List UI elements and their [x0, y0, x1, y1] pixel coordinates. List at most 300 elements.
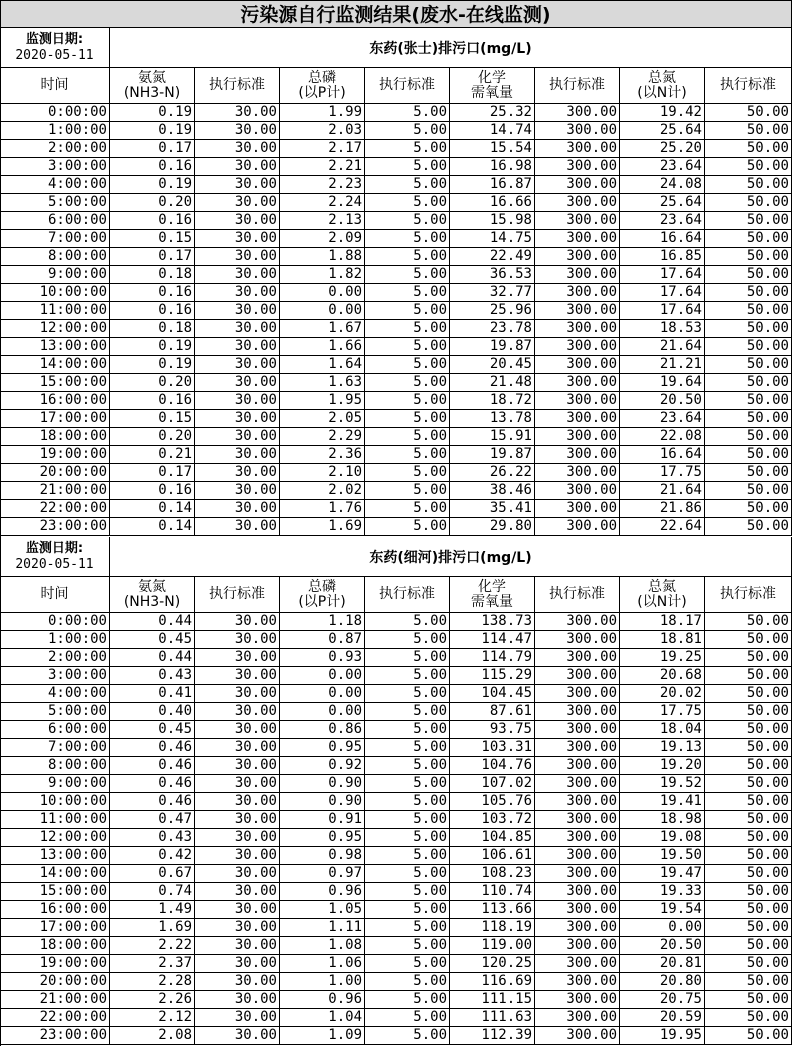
table-cell-cod: 105.76	[450, 793, 535, 811]
table-cell-cod: 111.63	[450, 1009, 535, 1027]
table-cell-cod: 104.45	[450, 685, 535, 703]
table-cell-nitrogen-standard: 50.00	[705, 248, 792, 266]
table-cell-phosphorus-standard: 5.00	[365, 356, 450, 374]
table-cell-time: 18:00:00	[0, 937, 110, 955]
table-cell-phosphorus-standard: 5.00	[365, 649, 450, 667]
table-cell-ammonia-nitrogen: 0.16	[110, 482, 195, 500]
header-line: (以P计)	[298, 593, 346, 610]
table-cell-cod-standard: 300.00	[535, 482, 620, 500]
table-cell-nitrogen-standard: 50.00	[705, 266, 792, 284]
table-cell-nitrogen-standard: 50.00	[705, 446, 792, 464]
table-cell-total-nitrogen: 20.80	[620, 973, 705, 991]
table-cell-cod: 120.25	[450, 955, 535, 973]
table-cell-time: 16:00:00	[0, 392, 110, 410]
table-cell-ammonia-nitrogen: 0.20	[110, 428, 195, 446]
table-cell-total-phosphorus: 0.00	[280, 667, 365, 685]
table-cell-nitrogen-standard: 50.00	[705, 230, 792, 248]
table-cell-phosphorus-standard: 5.00	[365, 811, 450, 829]
table-cell-time: 22:00:00	[0, 1009, 110, 1027]
table-cell-total-phosphorus: 0.00	[280, 685, 365, 703]
table-cell-ammonia-standard: 30.00	[195, 703, 280, 721]
header-line: 执行标准	[209, 586, 265, 602]
table-cell-cod-standard: 300.00	[535, 248, 620, 266]
header-line: 执行标准	[379, 77, 435, 93]
table-cell-ammonia-nitrogen: 0.17	[110, 140, 195, 158]
table-cell-total-nitrogen: 17.75	[620, 464, 705, 482]
table-cell-total-nitrogen: 19.13	[620, 739, 705, 757]
table-cell-ammonia-nitrogen: 0.44	[110, 613, 195, 631]
table-cell-total-phosphorus: 1.08	[280, 937, 365, 955]
table-cell-cod-standard: 300.00	[535, 991, 620, 1009]
table-cell-cod-standard: 300.00	[535, 374, 620, 392]
table-cell-total-phosphorus: 0.87	[280, 631, 365, 649]
table-cell-total-nitrogen: 19.95	[620, 1027, 705, 1045]
column-header-nitrogen-standard	[705, 577, 792, 613]
header-line: 执行标准	[549, 586, 605, 602]
date-label: 监测日期:	[25, 540, 84, 556]
table-cell-total-phosphorus: 0.00	[280, 284, 365, 302]
column-header-phosphorus-standard	[365, 68, 450, 104]
table-cell-cod: 114.47	[450, 631, 535, 649]
table-cell-total-nitrogen: 19.25	[620, 649, 705, 667]
table-cell-phosphorus-standard: 5.00	[365, 703, 450, 721]
table-cell-ammonia-nitrogen: 0.15	[110, 410, 195, 428]
table-cell-cod-standard: 300.00	[535, 973, 620, 991]
table-cell-ammonia-nitrogen: 0.16	[110, 158, 195, 176]
header-line: 化学	[478, 578, 506, 595]
table-cell-nitrogen-standard: 50.00	[705, 122, 792, 140]
table-cell-cod: 119.00	[450, 937, 535, 955]
table-cell-time: 8:00:00	[0, 248, 110, 266]
table-cell-nitrogen-standard: 50.00	[705, 883, 792, 901]
table-cell-total-nitrogen: 20.81	[620, 955, 705, 973]
table-cell-phosphorus-standard: 5.00	[365, 793, 450, 811]
table-cell-cod: 15.54	[450, 140, 535, 158]
table-cell-phosphorus-standard: 5.00	[365, 631, 450, 649]
header-line: 需氧量	[471, 593, 513, 610]
header-line: (以N计)	[637, 593, 687, 610]
table-cell-phosphorus-standard: 5.00	[365, 266, 450, 284]
table-cell-total-phosphorus: 1.11	[280, 919, 365, 937]
table-cell-total-phosphorus: 0.98	[280, 847, 365, 865]
table-cell-nitrogen-standard: 50.00	[705, 410, 792, 428]
table-cell-total-phosphorus: 2.23	[280, 176, 365, 194]
table-cell-time: 11:00:00	[0, 302, 110, 320]
table-cell-ammonia-standard: 30.00	[195, 500, 280, 518]
table-cell-ammonia-standard: 30.00	[195, 446, 280, 464]
table-cell-nitrogen-standard: 50.00	[705, 374, 792, 392]
table-cell-ammonia-standard: 30.00	[195, 374, 280, 392]
table-cell-nitrogen-standard: 50.00	[705, 320, 792, 338]
column-header-cod	[450, 577, 535, 613]
table-cell-time: 10:00:00	[0, 284, 110, 302]
table-cell-ammonia-standard: 30.00	[195, 338, 280, 356]
table-cell-phosphorus-standard: 5.00	[365, 973, 450, 991]
table-cell-nitrogen-standard: 50.00	[705, 104, 792, 122]
table-cell-ammonia-nitrogen: 0.43	[110, 667, 195, 685]
table-cell-phosphorus-standard: 5.00	[365, 428, 450, 446]
table-cell-cod-standard: 300.00	[535, 518, 620, 536]
table-cell-ammonia-nitrogen: 0.47	[110, 811, 195, 829]
table-cell-total-phosphorus: 0.93	[280, 649, 365, 667]
table-cell-nitrogen-standard: 50.00	[705, 649, 792, 667]
table-cell-phosphorus-standard: 5.00	[365, 667, 450, 685]
table-cell-phosphorus-standard: 5.00	[365, 410, 450, 428]
table-cell-total-phosphorus: 2.13	[280, 212, 365, 230]
header-line: 执行标准	[720, 77, 776, 93]
table-cell-ammonia-nitrogen: 0.67	[110, 865, 195, 883]
table-cell-time: 12:00:00	[0, 320, 110, 338]
table-cell-cod-standard: 300.00	[535, 1009, 620, 1027]
table-cell-ammonia-nitrogen: 0.19	[110, 122, 195, 140]
table-cell-total-nitrogen: 25.64	[620, 194, 705, 212]
table-cell-total-phosphorus: 1.82	[280, 266, 365, 284]
table-cell-ammonia-nitrogen: 2.37	[110, 955, 195, 973]
table-cell-nitrogen-standard: 50.00	[705, 757, 792, 775]
table-cell-ammonia-standard: 30.00	[195, 392, 280, 410]
table-cell-total-phosphorus: 1.04	[280, 1009, 365, 1027]
table-cell-total-nitrogen: 19.47	[620, 865, 705, 883]
table-cell-ammonia-standard: 30.00	[195, 829, 280, 847]
table-cell-time: 14:00:00	[0, 865, 110, 883]
table-cell-time: 13:00:00	[0, 338, 110, 356]
table-cell-total-phosphorus: 1.69	[280, 518, 365, 536]
table-cell-phosphorus-standard: 5.00	[365, 883, 450, 901]
table-cell-cod: 13.78	[450, 410, 535, 428]
table-cell-time: 1:00:00	[0, 122, 110, 140]
table-cell-time: 19:00:00	[0, 446, 110, 464]
table-cell-ammonia-standard: 30.00	[195, 284, 280, 302]
column-header-time	[0, 68, 110, 104]
table-cell-ammonia-nitrogen: 0.45	[110, 721, 195, 739]
table-cell-total-nitrogen: 20.02	[620, 685, 705, 703]
table-cell-total-nitrogen: 19.41	[620, 793, 705, 811]
table-cell-cod-standard: 300.00	[535, 428, 620, 446]
table-cell-total-phosphorus: 0.92	[280, 757, 365, 775]
table-cell-cod-standard: 300.00	[535, 793, 620, 811]
table-cell-nitrogen-standard: 50.00	[705, 500, 792, 518]
table-cell-phosphorus-standard: 5.00	[365, 739, 450, 757]
table-cell-cod-standard: 300.00	[535, 446, 620, 464]
table-cell-time: 3:00:00	[0, 667, 110, 685]
table-cell-total-phosphorus: 1.95	[280, 392, 365, 410]
table-cell-total-nitrogen: 19.64	[620, 374, 705, 392]
table-cell-cod: 93.75	[450, 721, 535, 739]
table-cell-time: 21:00:00	[0, 482, 110, 500]
table-cell-total-nitrogen: 16.64	[620, 230, 705, 248]
table-cell-cod-standard: 300.00	[535, 302, 620, 320]
table-cell-nitrogen-standard: 50.00	[705, 901, 792, 919]
table-cell-cod: 111.15	[450, 991, 535, 1009]
table-cell-ammonia-nitrogen: 0.16	[110, 302, 195, 320]
table-cell-total-phosphorus: 1.67	[280, 320, 365, 338]
table-cell-time: 3:00:00	[0, 158, 110, 176]
table-cell-cod-standard: 300.00	[535, 775, 620, 793]
table-cell-time: 13:00:00	[0, 847, 110, 865]
table-cell-total-phosphorus: 0.95	[280, 829, 365, 847]
table-cell-total-nitrogen: 19.52	[620, 775, 705, 793]
table-cell-nitrogen-standard: 50.00	[705, 685, 792, 703]
table-cell-ammonia-nitrogen: 0.45	[110, 631, 195, 649]
header-line: 时间	[40, 586, 69, 602]
column-header-cod-standard	[535, 577, 620, 613]
table-cell-nitrogen-standard: 50.00	[705, 176, 792, 194]
table-cell-cod-standard: 300.00	[535, 284, 620, 302]
table-cell-total-phosphorus: 2.05	[280, 410, 365, 428]
table-cell-phosphorus-standard: 5.00	[365, 847, 450, 865]
table-cell-total-phosphorus: 2.36	[280, 446, 365, 464]
table-cell-phosphorus-standard: 5.00	[365, 919, 450, 937]
header-line: (NH3-N)	[123, 593, 181, 610]
table-cell-cod-standard: 300.00	[535, 685, 620, 703]
table-cell-phosphorus-standard: 5.00	[365, 901, 450, 919]
table-cell-ammonia-nitrogen: 0.21	[110, 446, 195, 464]
table-cell-total-nitrogen: 0.00	[620, 919, 705, 937]
header-line: 氨氮	[138, 578, 166, 595]
table-cell-time: 8:00:00	[0, 757, 110, 775]
table-cell-time: 23:00:00	[0, 518, 110, 536]
table-cell-ammonia-nitrogen: 0.18	[110, 266, 195, 284]
table-cell-ammonia-nitrogen: 2.08	[110, 1027, 195, 1045]
table-cell-total-phosphorus: 2.02	[280, 482, 365, 500]
table-cell-total-nitrogen: 24.08	[620, 176, 705, 194]
table-cell-ammonia-standard: 30.00	[195, 320, 280, 338]
table-cell-time: 1:00:00	[0, 631, 110, 649]
table-cell-phosphorus-standard: 5.00	[365, 230, 450, 248]
table-cell-cod-standard: 300.00	[535, 140, 620, 158]
table-cell-nitrogen-standard: 50.00	[705, 518, 792, 536]
table-cell-time: 21:00:00	[0, 991, 110, 1009]
table-cell-total-nitrogen: 21.64	[620, 338, 705, 356]
table-cell-ammonia-standard: 30.00	[195, 1027, 280, 1045]
table-cell-total-nitrogen: 20.50	[620, 392, 705, 410]
table-cell-ammonia-standard: 30.00	[195, 721, 280, 739]
header-line: (NH3-N)	[123, 84, 181, 101]
table-cell-cod: 107.02	[450, 775, 535, 793]
table-cell-ammonia-standard: 30.00	[195, 104, 280, 122]
table-cell-total-phosphorus: 0.96	[280, 991, 365, 1009]
table-cell-total-nitrogen: 23.64	[620, 158, 705, 176]
table-cell-time: 16:00:00	[0, 901, 110, 919]
table-cell-ammonia-nitrogen: 0.74	[110, 883, 195, 901]
table-cell-ammonia-standard: 30.00	[195, 212, 280, 230]
monitoring-date-cell	[0, 28, 110, 68]
table-cell-nitrogen-standard: 50.00	[705, 1027, 792, 1045]
table-cell-ammonia-nitrogen: 2.12	[110, 1009, 195, 1027]
table-cell-phosphorus-standard: 5.00	[365, 829, 450, 847]
table-cell-phosphorus-standard: 5.00	[365, 464, 450, 482]
table-cell-cod: 18.72	[450, 392, 535, 410]
table-cell-nitrogen-standard: 50.00	[705, 721, 792, 739]
table-cell-ammonia-standard: 30.00	[195, 1009, 280, 1027]
outlet-name: 东药(张士)排污口(mg/L)	[110, 28, 792, 68]
table-cell-ammonia-nitrogen: 0.44	[110, 649, 195, 667]
table-cell-ammonia-standard: 30.00	[195, 667, 280, 685]
table-cell-ammonia-standard: 30.00	[195, 919, 280, 937]
table-cell-ammonia-standard: 30.00	[195, 410, 280, 428]
table-cell-cod-standard: 300.00	[535, 829, 620, 847]
table-cell-total-phosphorus: 1.05	[280, 901, 365, 919]
table-cell-phosphorus-standard: 5.00	[365, 613, 450, 631]
table-cell-ammonia-standard: 30.00	[195, 811, 280, 829]
table-cell-phosphorus-standard: 5.00	[365, 122, 450, 140]
table-cell-phosphorus-standard: 5.00	[365, 1027, 450, 1045]
table-cell-phosphorus-standard: 5.00	[365, 991, 450, 1009]
table-cell-time: 17:00:00	[0, 410, 110, 428]
table-cell-nitrogen-standard: 50.00	[705, 284, 792, 302]
table-cell-cod-standard: 300.00	[535, 811, 620, 829]
table-cell-total-nitrogen: 20.50	[620, 937, 705, 955]
table-cell-time: 20:00:00	[0, 973, 110, 991]
table-cell-total-nitrogen: 16.85	[620, 248, 705, 266]
table-cell-cod: 106.61	[450, 847, 535, 865]
table-cell-ammonia-standard: 30.00	[195, 613, 280, 631]
date-value: 2020-05-11	[15, 47, 94, 63]
table-cell-ammonia-standard: 30.00	[195, 793, 280, 811]
table-cell-ammonia-standard: 30.00	[195, 991, 280, 1009]
table-cell-ammonia-standard: 30.00	[195, 518, 280, 536]
table-cell-phosphorus-standard: 5.00	[365, 757, 450, 775]
table-cell-ammonia-standard: 30.00	[195, 757, 280, 775]
table-cell-ammonia-standard: 30.00	[195, 973, 280, 991]
table-cell-cod: 103.31	[450, 739, 535, 757]
table-cell-ammonia-nitrogen: 2.28	[110, 973, 195, 991]
table-cell-total-nitrogen: 20.75	[620, 991, 705, 1009]
table-cell-total-nitrogen: 17.64	[620, 302, 705, 320]
table-cell-time: 0:00:00	[0, 613, 110, 631]
header-line: 总氮	[648, 69, 676, 86]
table-cell-time: 20:00:00	[0, 464, 110, 482]
table-cell-cod-standard: 300.00	[535, 847, 620, 865]
table-cell-time: 7:00:00	[0, 739, 110, 757]
table-cell-time: 9:00:00	[0, 266, 110, 284]
table-cell-time: 2:00:00	[0, 140, 110, 158]
table-cell-ammonia-nitrogen: 1.69	[110, 919, 195, 937]
table-cell-nitrogen-standard: 50.00	[705, 356, 792, 374]
table-cell-total-phosphorus: 0.00	[280, 703, 365, 721]
table-cell-nitrogen-standard: 50.00	[705, 1009, 792, 1027]
table-cell-phosphorus-standard: 5.00	[365, 140, 450, 158]
table-cell-phosphorus-standard: 5.00	[365, 284, 450, 302]
table-cell-phosphorus-standard: 5.00	[365, 865, 450, 883]
table-cell-cod-standard: 300.00	[535, 613, 620, 631]
table-cell-cod: 138.73	[450, 613, 535, 631]
table-cell-ammonia-nitrogen: 0.19	[110, 338, 195, 356]
table-cell-total-nitrogen: 19.08	[620, 829, 705, 847]
table-cell-ammonia-standard: 30.00	[195, 631, 280, 649]
table-cell-ammonia-standard: 30.00	[195, 775, 280, 793]
table-cell-nitrogen-standard: 50.00	[705, 811, 792, 829]
table-cell-nitrogen-standard: 50.00	[705, 392, 792, 410]
table-cell-total-phosphorus: 2.24	[280, 194, 365, 212]
table-cell-cod: 21.48	[450, 374, 535, 392]
table-cell-cod: 25.32	[450, 104, 535, 122]
table-cell-phosphorus-standard: 5.00	[365, 937, 450, 955]
table-cell-nitrogen-standard: 50.00	[705, 973, 792, 991]
column-header-phosphorus-standard	[365, 577, 450, 613]
table-cell-cod-standard: 300.00	[535, 392, 620, 410]
date-label: 监测日期:	[25, 31, 84, 47]
table-cell-nitrogen-standard: 50.00	[705, 428, 792, 446]
table-cell-ammonia-nitrogen: 0.46	[110, 793, 195, 811]
table-cell-cod-standard: 300.00	[535, 104, 620, 122]
table-cell-ammonia-nitrogen: 0.43	[110, 829, 195, 847]
table-cell-cod-standard: 300.00	[535, 631, 620, 649]
column-header-total-nitrogen	[620, 68, 705, 104]
table-cell-nitrogen-standard: 50.00	[705, 667, 792, 685]
table-cell-ammonia-nitrogen: 0.42	[110, 847, 195, 865]
column-header-ammonia-nitrogen	[110, 577, 195, 613]
table-cell-ammonia-nitrogen: 2.22	[110, 937, 195, 955]
column-header-ammonia-standard	[195, 68, 280, 104]
table-cell-ammonia-nitrogen: 0.19	[110, 104, 195, 122]
table-cell-ammonia-standard: 30.00	[195, 356, 280, 374]
table-cell-nitrogen-standard: 50.00	[705, 793, 792, 811]
table-cell-cod: 118.19	[450, 919, 535, 937]
table-cell-nitrogen-standard: 50.00	[705, 464, 792, 482]
table-cell-nitrogen-standard: 50.00	[705, 613, 792, 631]
table-cell-phosphorus-standard: 5.00	[365, 212, 450, 230]
table-cell-cod-standard: 300.00	[535, 266, 620, 284]
table-cell-nitrogen-standard: 50.00	[705, 212, 792, 230]
table-cell-cod: 23.78	[450, 320, 535, 338]
table-cell-total-phosphorus: 1.09	[280, 1027, 365, 1045]
table-cell-cod-standard: 300.00	[535, 500, 620, 518]
table-cell-total-nitrogen: 17.64	[620, 284, 705, 302]
table-cell-total-phosphorus: 0.90	[280, 793, 365, 811]
column-header-cod	[450, 68, 535, 104]
table-cell-ammonia-nitrogen: 0.18	[110, 320, 195, 338]
column-header-total-nitrogen	[620, 577, 705, 613]
table-cell-ammonia-standard: 30.00	[195, 248, 280, 266]
table-cell-ammonia-nitrogen: 0.17	[110, 248, 195, 266]
table-cell-nitrogen-standard: 50.00	[705, 703, 792, 721]
table-cell-total-phosphorus: 2.03	[280, 122, 365, 140]
table-cell-total-phosphorus: 2.09	[280, 230, 365, 248]
table-cell-cod-standard: 300.00	[535, 176, 620, 194]
table-cell-ammonia-nitrogen: 0.17	[110, 464, 195, 482]
table-cell-phosphorus-standard: 5.00	[365, 302, 450, 320]
table-cell-nitrogen-standard: 50.00	[705, 140, 792, 158]
table-cell-cod: 32.77	[450, 284, 535, 302]
table-cell-time: 14:00:00	[0, 356, 110, 374]
table-cell-cod: 115.29	[450, 667, 535, 685]
table-cell-nitrogen-standard: 50.00	[705, 847, 792, 865]
table-cell-total-nitrogen: 18.17	[620, 613, 705, 631]
table-cell-phosphorus-standard: 5.00	[365, 955, 450, 973]
table-cell-phosphorus-standard: 5.00	[365, 721, 450, 739]
table-cell-ammonia-standard: 30.00	[195, 266, 280, 284]
table-cell-total-phosphorus: 1.76	[280, 500, 365, 518]
table-cell-time: 10:00:00	[0, 793, 110, 811]
table-cell-time: 5:00:00	[0, 703, 110, 721]
table-cell-nitrogen-standard: 50.00	[705, 775, 792, 793]
table-cell-nitrogen-standard: 50.00	[705, 865, 792, 883]
table-cell-ammonia-nitrogen: 0.46	[110, 739, 195, 757]
table-cell-ammonia-standard: 30.00	[195, 937, 280, 955]
header-line: (以P计)	[298, 84, 346, 101]
table-cell-ammonia-nitrogen: 0.16	[110, 392, 195, 410]
table-cell-cod: 15.91	[450, 428, 535, 446]
table-cell-phosphorus-standard: 5.00	[365, 194, 450, 212]
table-cell-ammonia-standard: 30.00	[195, 158, 280, 176]
table-cell-cod: 16.66	[450, 194, 535, 212]
table-cell-nitrogen-standard: 50.00	[705, 919, 792, 937]
table-cell-cod: 20.45	[450, 356, 535, 374]
table-cell-cod-standard: 300.00	[535, 955, 620, 973]
header-line: (以N计)	[637, 84, 687, 101]
table-cell-time: 17:00:00	[0, 919, 110, 937]
